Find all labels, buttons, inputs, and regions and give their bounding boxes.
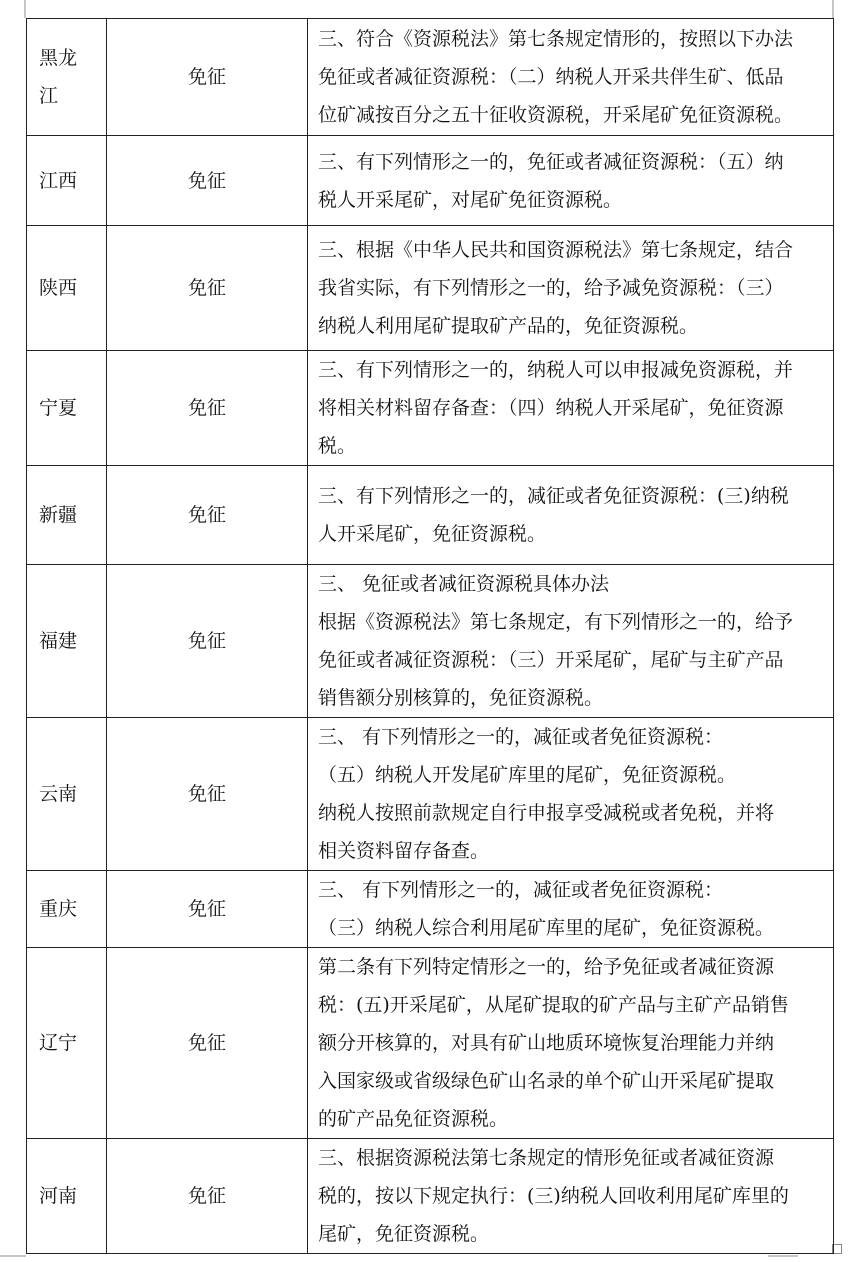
crop-line-mid-bottom xyxy=(768,1255,798,1257)
clause-cell xyxy=(308,1139,834,1254)
clause-text-line: 根据《资源税法》第七条规定，有下列情形之一的，给予 xyxy=(318,611,794,633)
status-cell xyxy=(107,19,308,136)
status-cell xyxy=(107,718,308,871)
clause-text-line: 我省实际，有下列情形之一的，给予减免资源税：（三） xyxy=(318,277,784,299)
clause-cell xyxy=(308,351,834,466)
clause-text-line: （三）纳税人综合利用尾矿库里的尾矿，免征资源税。 xyxy=(318,917,775,939)
clause-text-line: 三、有下列情形之一的，纳税人可以申报减免资源税，并 xyxy=(318,359,794,381)
status-label: 免征 xyxy=(187,630,226,652)
status-label: 免征 xyxy=(187,898,226,920)
table-row xyxy=(27,871,834,948)
clause-cell xyxy=(308,136,834,226)
status-label: 免征 xyxy=(187,504,226,526)
province-label: 新疆 xyxy=(39,504,78,526)
clause-text-line: （五）纳税人开发尾矿库里的尾矿，免征资源税。 xyxy=(318,764,737,786)
table-row xyxy=(27,351,834,466)
status-cell xyxy=(107,1139,308,1254)
clause-text-line: 三、有下列情形之一的，免征或者减征资源税：（五）纳 xyxy=(318,150,784,173)
clause-text-line: 尾矿，免征资源税。 xyxy=(318,1223,490,1245)
clause-text-line: 三、有下列情形之一的，减征或者免征资源税：(三)纳税 xyxy=(318,485,789,507)
province-cell xyxy=(27,948,107,1139)
clause-text-line: 的矿产品免征资源税。 xyxy=(318,1108,509,1130)
clause-cell xyxy=(308,565,834,718)
province-cell xyxy=(27,718,107,871)
province-label: 重庆 xyxy=(39,898,78,920)
clause-text-line: 三、 免征或者减征资源税具体办法 xyxy=(318,573,610,595)
clause-text-line: 第二条有下列特定情形之一的，给予免征或者减征资源 xyxy=(318,956,775,978)
province-cell xyxy=(27,1139,107,1254)
province-cell xyxy=(27,871,107,948)
status-label: 免征 xyxy=(187,1185,226,1207)
tax-policy-table xyxy=(26,18,834,1254)
clause-text-line: 位矿减按百分之五十征收资源税，开采尾矿免征资源税。 xyxy=(318,104,794,126)
province-cell xyxy=(27,565,107,718)
province-label: 云南 xyxy=(39,783,78,805)
clause-text-line: 入国家级或省级绿色矿山名录的单个矿山开采尾矿提取 xyxy=(318,1070,775,1092)
status-cell xyxy=(107,948,308,1139)
clause-text-line: 将相关材料留存备查：（四）纳税人开采尾矿，免征资源 xyxy=(318,397,784,419)
status-label: 免征 xyxy=(187,1032,226,1054)
clause-text-line: 纳税人按照前款规定自行申报享受减税或者免税，并将 xyxy=(318,802,775,824)
crop-line-left-top xyxy=(24,0,26,18)
province-cell xyxy=(27,351,107,466)
status-label: 免征 xyxy=(187,397,226,419)
clause-text-line: 税人开采尾矿，对尾矿免征资源税。 xyxy=(318,188,623,211)
province-cell xyxy=(27,19,107,136)
status-label: 免征 xyxy=(187,66,226,88)
province-label: 辽宁 xyxy=(39,1032,78,1054)
table-row xyxy=(27,565,834,718)
province-label: 福建 xyxy=(39,630,78,652)
table-row xyxy=(27,136,834,226)
clause-cell xyxy=(308,718,834,871)
crop-line-left-bottom xyxy=(0,1255,26,1257)
clause-cell xyxy=(308,466,834,565)
clause-text-line: 三、根据资源税法第七条规定的情形免征或者减征资源 xyxy=(318,1147,775,1169)
province-cell xyxy=(27,466,107,565)
clause-text-line: 额分开核算的，对具有矿山地质环境恢复治理能力并纳 xyxy=(318,1032,775,1054)
clause-cell xyxy=(308,226,834,351)
status-label: 免征 xyxy=(187,783,226,805)
province-label: 河南 xyxy=(39,1185,78,1207)
crop-line-right-top xyxy=(832,0,834,18)
status-cell xyxy=(107,226,308,351)
clause-text-line: 三、 有下列情形之一的，减征或者免征资源税： xyxy=(318,879,724,901)
status-cell xyxy=(107,466,308,565)
status-label: 免征 xyxy=(187,277,226,299)
province-label: 陕西 xyxy=(39,277,78,299)
clause-text-line: 三、符合《资源税法》第七条规定情形的，按照以下办法 xyxy=(318,28,794,50)
status-cell xyxy=(107,565,308,718)
clause-text-line: 税：(五)开采尾矿，从尾矿提取的矿产品与主矿产品销售 xyxy=(318,994,789,1016)
clause-text-line: 三、 有下列情形之一的，减征或者免征资源税： xyxy=(318,726,724,748)
clause-text-line: 人开采尾矿，免征资源税。 xyxy=(318,523,547,545)
province-label-line: 江 xyxy=(39,85,59,107)
clause-text-line: 免征或者减征资源税：（三）开采尾矿，尾矿与主矿产品 xyxy=(318,649,784,671)
table-row xyxy=(27,948,834,1139)
province-cell xyxy=(27,136,107,226)
clause-text-line: 销售额分别核算的，免征资源税。 xyxy=(318,687,604,709)
table-row xyxy=(27,19,834,136)
clause-text-line: 相关资料留存备查。 xyxy=(318,840,490,862)
table-row xyxy=(27,226,834,351)
clause-text-line: 纳税人利用尾矿提取矿产品的，免征资源税。 xyxy=(318,315,699,337)
province-label: 宁夏 xyxy=(39,397,78,419)
clause-cell xyxy=(308,871,834,948)
clause-cell xyxy=(308,948,834,1139)
status-cell xyxy=(107,136,308,226)
table-row xyxy=(27,1139,834,1254)
clause-text-line: 税的，按以下规定执行：(三)纳税人回收利用尾矿库里的 xyxy=(318,1185,789,1207)
province-cell xyxy=(27,226,107,351)
table-row xyxy=(27,466,834,565)
clause-text-line: 免征或者减征资源税：（二）纳税人开采共伴生矿、低品 xyxy=(318,66,784,88)
province-label-line: 黑龙 xyxy=(39,47,78,69)
clause-cell xyxy=(308,19,834,136)
clause-text-line: 税。 xyxy=(318,435,357,457)
province-label: 江西 xyxy=(39,169,78,192)
clause-text-line: 三、根据《中华人民共和国资源税法》第七条规定，结合 xyxy=(318,239,794,261)
status-cell xyxy=(107,351,308,466)
table-row xyxy=(27,718,834,871)
status-cell xyxy=(107,871,308,948)
status-label: 免征 xyxy=(187,169,226,192)
